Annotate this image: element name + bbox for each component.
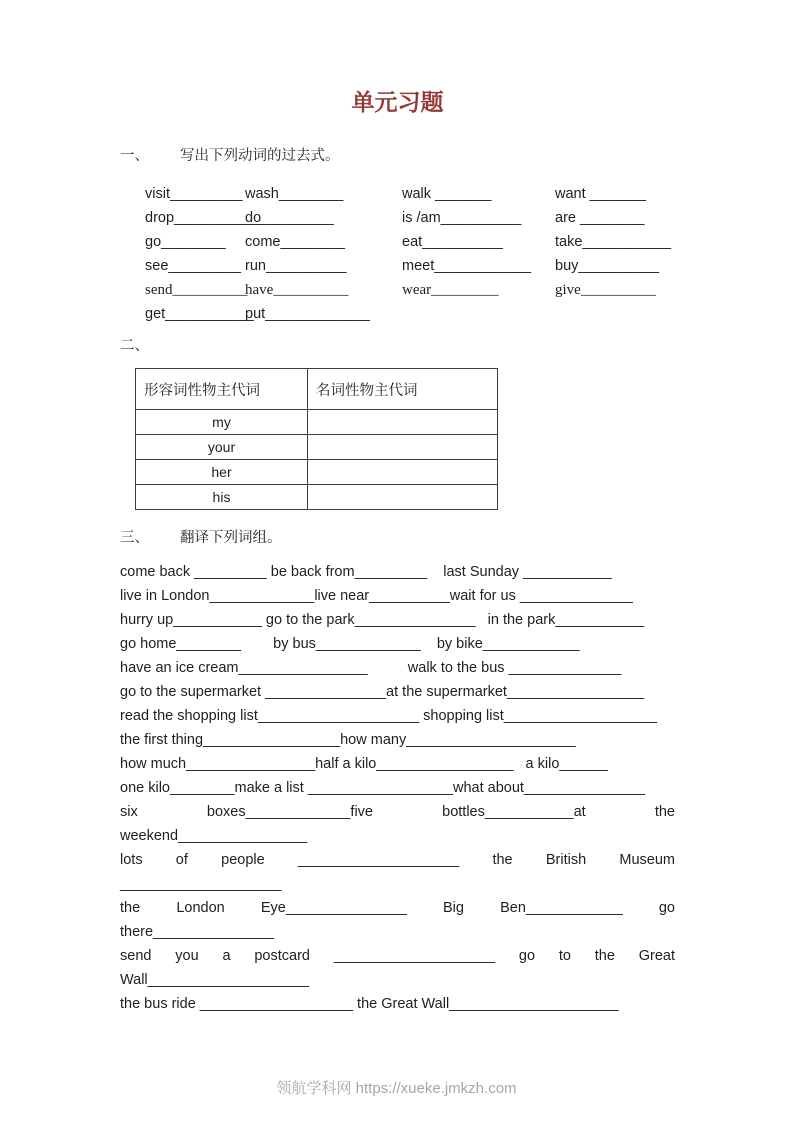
phrase-line: read the shopping list____________________ shopping list___________________	[120, 708, 657, 724]
table-cell-empty	[308, 485, 498, 510]
page-title: 单元习题	[351, 90, 444, 115]
pronoun-table	[135, 368, 498, 510]
phrase-line: the first thing_________________how many_____________________	[120, 732, 576, 748]
section3-title: 翻译下列词组。	[180, 530, 282, 546]
phrase-line: lots of people ____________________ the British Museum	[120, 852, 675, 868]
verb-blank: have__________	[245, 282, 349, 298]
table-cell-empty	[308, 460, 498, 485]
section3-heading	[120, 526, 675, 550]
verb-blank: send__________	[145, 282, 248, 298]
phrase-line: live in London_____________live near__________wait for us ______________	[120, 588, 633, 604]
table-header-possessive-pronoun: 名词性物主代词	[308, 369, 498, 410]
phrase-line: how much________________half a kilo_________________ a kilo______	[120, 756, 608, 772]
phrase-line: there_______________	[120, 924, 275, 940]
section3-number: 三、	[120, 530, 149, 546]
section1-heading	[120, 144, 675, 168]
phrase-line: ____________________	[120, 876, 282, 892]
verb-blank: are ________	[555, 210, 645, 226]
table-header-row	[136, 369, 498, 410]
phrase-line: the London Eye_______________ Big Ben____________ go	[120, 900, 675, 916]
table-cell-my: my	[136, 410, 308, 435]
phrase-line: go home________ by bus_____________ by bike____________	[120, 636, 580, 652]
table-row	[136, 460, 498, 485]
phrase-line: come back _________ be back from_________ last Sunday ___________	[120, 564, 612, 580]
verb-blank: wash________	[245, 186, 344, 202]
section2-number: 二、	[120, 338, 149, 354]
verb-blank: come________	[245, 234, 345, 250]
verb-row	[145, 254, 675, 278]
phrase-line: the bus ride ___________________ the Great Wall_____________________	[120, 996, 619, 1012]
section2-heading	[120, 334, 675, 358]
verb-blank	[402, 302, 555, 326]
verb-blank: get___________	[145, 306, 254, 322]
phrase-line: weekend________________	[120, 828, 308, 844]
phrase-line: one kilo________make a list __________________what about_______________	[120, 780, 645, 796]
verb-row	[145, 182, 675, 206]
verb-row	[145, 206, 675, 230]
verb-blank: see_________	[145, 258, 241, 274]
table-cell-empty	[308, 410, 498, 435]
table-cell-your: your	[136, 435, 308, 460]
table-row	[136, 435, 498, 460]
verb-blank: walk _______	[402, 186, 492, 202]
section1-title: 写出下列动词的过去式。	[180, 148, 340, 164]
section1-number: 一、	[120, 148, 149, 164]
phrase-line: hurry up___________ go to the park_______________ in the park___________	[120, 612, 645, 628]
table-header-possessive-adjective: 形容词性物主代词	[136, 369, 308, 410]
table-cell-empty	[308, 435, 498, 460]
verb-blank: give__________	[555, 282, 656, 298]
verb-blank: put_____________	[245, 306, 370, 322]
table-row	[136, 410, 498, 435]
verb-blank: meet____________	[402, 258, 532, 274]
verb-row	[145, 302, 675, 326]
verb-blank	[555, 302, 675, 326]
phrase-line: go to the supermarket _______________at the supermarket_________________	[120, 684, 645, 700]
verb-blank: eat__________	[402, 234, 503, 250]
verb-blank: drop___________	[145, 210, 263, 226]
phrase-line: send you a postcard ____________________ go to the Great	[120, 948, 675, 964]
verb-past-tense-list	[145, 182, 675, 326]
verb-blank: take___________	[555, 234, 672, 250]
verb-blank: want _______	[555, 186, 647, 202]
phrase-translation-list	[120, 560, 675, 1016]
verb-blank: do_________	[245, 210, 334, 226]
verb-row	[145, 230, 675, 254]
verb-blank: buy__________	[555, 258, 660, 274]
table-row	[136, 485, 498, 510]
table-cell-her: her	[136, 460, 308, 485]
watermark-footer: 领航学科网 https://xueke.jmkzh.com	[276, 1080, 517, 1097]
verb-blank: is /am__________	[402, 210, 522, 226]
table-cell-his: his	[136, 485, 308, 510]
phrase-line: Wall____________________	[120, 972, 309, 988]
phrase-line: have an ice cream________________ walk to the bus ______________	[120, 660, 622, 676]
verb-blank: wear_________	[402, 282, 499, 298]
verb-blank: visit_________	[145, 186, 243, 202]
verb-row	[145, 278, 675, 302]
phrase-line: six boxes_____________five bottles___________at the	[120, 804, 675, 820]
verb-blank: go________	[145, 234, 226, 250]
verb-blank: run__________	[245, 258, 347, 274]
